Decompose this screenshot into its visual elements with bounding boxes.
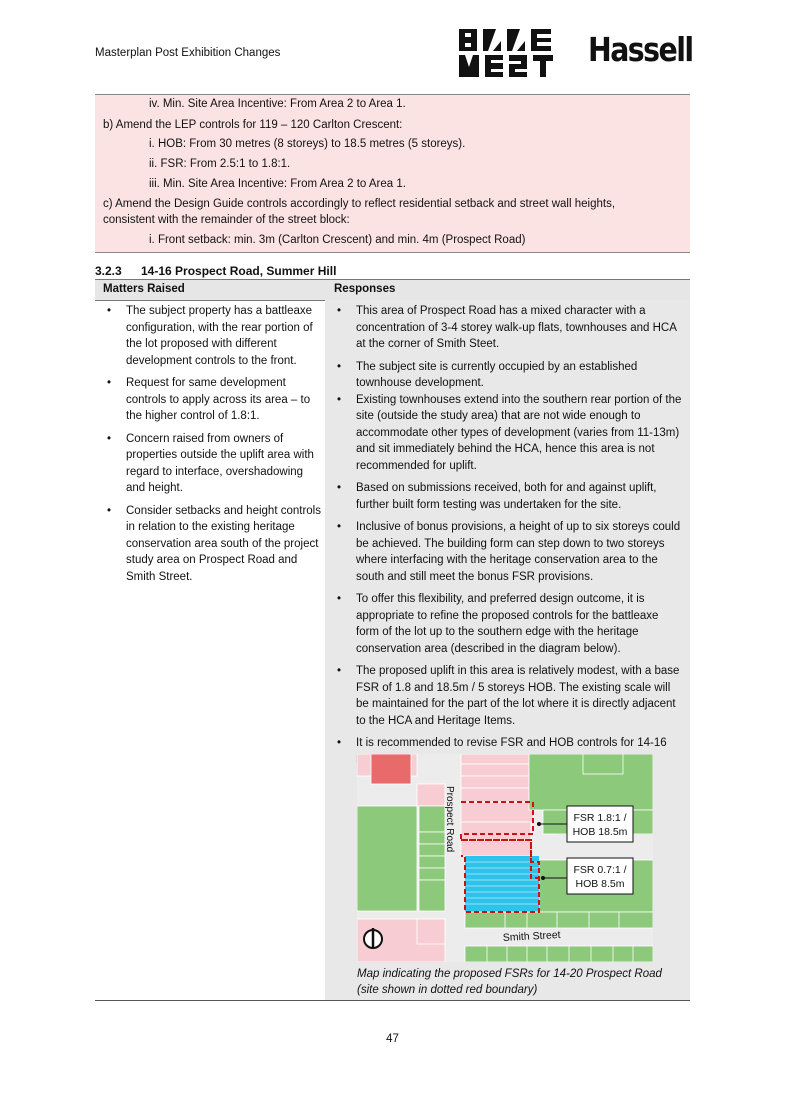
list-item: • Consider setbacks and height controls in relation to the existing heritage conservation area south of the project study area on Prospect Road and Smith Street. xyxy=(104,503,324,586)
amendment-line: iii. Min. Site Area Incentive: From Area 2 to Area 1. xyxy=(149,178,406,190)
section-heading xyxy=(95,264,336,278)
amendment-line: i. Front setback: min. 3m (Carlton Crescent) and min. 4m (Prospect Road) xyxy=(149,234,526,246)
list-item: • Concern raised from owners of properties outside the uplift area with regard to interface, overshadowing and height. xyxy=(104,431,324,497)
svg-text:HOB 18.5m: HOB 18.5m xyxy=(572,826,628,838)
inner-west-logo xyxy=(457,27,557,79)
amendment-line: c) Amend the Design Guide controls accordingly to reflect residential setback and street wall heights, xyxy=(103,198,616,210)
map-caption: Map indicating the proposed FSRs for 14-20 Prospect Road (site shown in dotted red boundary) xyxy=(357,968,662,996)
site-fsr-map xyxy=(357,754,653,962)
amendment-line: b) Amend the LEP controls for 119 – 120 Carlton Crescent: xyxy=(103,119,403,131)
amendment-line: ii. FSR: From 2.5:1 to 1.8:1. xyxy=(149,158,291,170)
section-title: 14-16 Prospect Road, Summer Hill xyxy=(141,264,337,278)
table-header xyxy=(95,279,690,301)
svg-text:FSR 1.8:1 /: FSR 1.8:1 / xyxy=(573,812,627,824)
amendment-line: iv. Min. Site Area Incentive: From Area 2 to Area 1. xyxy=(149,98,406,110)
svg-text:HOB 8.5m: HOB 8.5m xyxy=(575,878,625,890)
amendment-line: consistent with the remainder of the street block: xyxy=(103,214,350,226)
smith-street-label: Smith Street xyxy=(502,928,561,944)
list-item: • Inclusive of bonus provisions, a height of up to six storeys could be achieved. The building form can step down to two storeys where interfacing with the heritage conservation area to the south and still meet the bonus FSR provisions. xyxy=(334,519,684,585)
document-title: Masterplan Post Exhibition Changes xyxy=(95,47,281,59)
list-item: • The subject property has a battleaxe configuration, with the rear portion of the lot proposed with different development controls to the front. xyxy=(104,303,324,369)
section-number: 3.2.3 xyxy=(95,264,122,278)
hassell-logo: Hassell xyxy=(588,30,693,69)
list-item: • This area of Prospect Road has a mixed character with a concentration of 3-4 storey walk-up flats, townhouses and HCA at the corner of Smith Steet. xyxy=(334,303,684,353)
list-item: • It is recommended to revise FSR and HOB controls for 14-16 xyxy=(334,735,684,768)
list-item: • Existing townhouses extend into the southern rear portion of the site (outside the study area) that are not wide enough to accommodate other types of development (varies from 11-13m) and sit immediately behind the HCA, hence this area is not recommended for uplift. xyxy=(334,392,684,475)
table-bottom-rule xyxy=(95,1000,690,1001)
amendment-line: i. HOB: From 30 metres (8 storeys) to 18.5 metres (5 storeys). xyxy=(149,138,466,150)
page-number: 47 xyxy=(386,1033,399,1045)
hca-block xyxy=(465,856,539,912)
list-item: • To offer this flexibility, and preferred design outcome, it is appropriate to refine the proposed controls for the battleaxe form of the lot up to the southern edge with the heritage conservation area (described in the diagram below). xyxy=(334,591,684,657)
responses-list xyxy=(334,303,684,774)
lep-amendments-box xyxy=(95,94,690,253)
col-responses: Responses xyxy=(334,283,396,295)
svg-text:FSR 0.7:1 /: FSR 0.7:1 / xyxy=(573,864,627,876)
green-lot xyxy=(357,806,417,911)
red-lot xyxy=(371,754,411,784)
list-item: • The subject site is currently occupied by an established townhouse development. xyxy=(334,359,684,392)
list-item: • The proposed uplift in this area is relatively modest, with a base FSR of 1.8 and 18.5m / 5 storeys HOB. The existing scale will be maintained for the part of the lot where it is directly adjacent to the HCA and Heritage Items. xyxy=(334,663,684,729)
col-matters-raised: Matters Raised xyxy=(103,283,185,295)
list-item: • Based on submissions received, both for and against uplift, further built form testing was undertaken for the site. xyxy=(334,480,684,513)
list-item: • Request for same development controls to apply across its area – to the higher control of 1.8:1. xyxy=(104,375,324,425)
matters-list xyxy=(104,303,324,591)
prospect-road-label: Prospect Road xyxy=(444,786,455,853)
